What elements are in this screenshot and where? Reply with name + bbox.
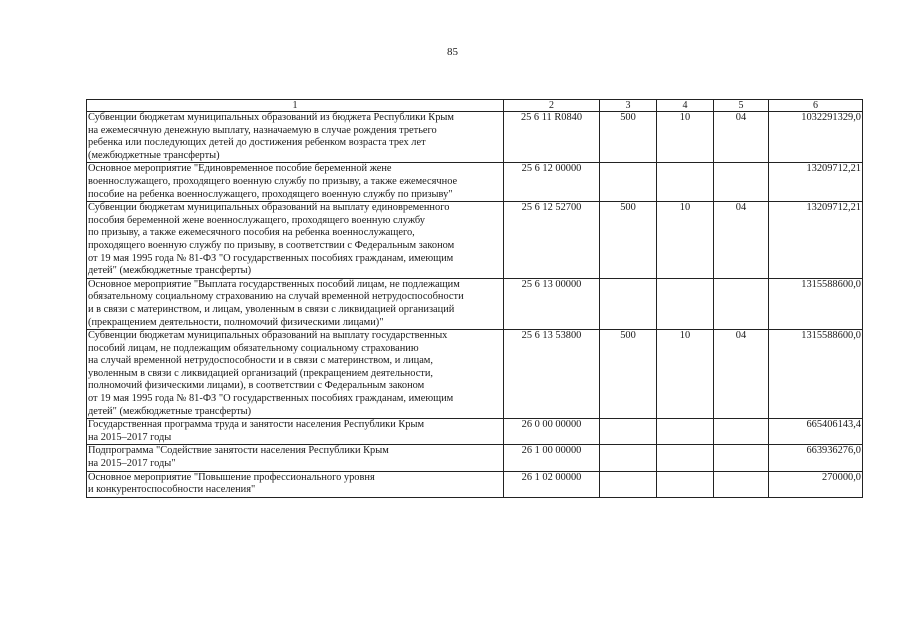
table-row [87,163,863,202]
table-row [87,445,863,471]
row-col-3 [600,445,657,471]
table-row [87,419,863,445]
row-col-3: 500 [600,330,657,419]
header-col-1: 1 [87,100,504,112]
row-amount: 13209712,21 [769,163,863,202]
row-amount: 270000,0 [769,471,863,497]
table-row [87,471,863,497]
row-description: Основное мероприятие "Выплата государственных пособий лицам, не подлежащим обязательному социальному страхованию на случай временной нетрудоспособности и в связи с материнством, и лицам, уволенным в связи с ликвидацией организаций (прекращением деятельности, полномочий физическими лицами)" [87,278,504,329]
row-col-4 [657,445,714,471]
header-col-6: 6 [769,100,863,112]
row-amount: 665406143,4 [769,419,863,445]
row-code: 25 6 11 R0840 [504,112,600,163]
row-description: Субвенции бюджетам муниципальных образований на выплату единовременного пособия беременной жене военнослужащего, проходящего военную службу по призыву, а также ежемесячного пособия на ребенка военнослужащего, проходящего военную службу по призыву, в соответствии с Федеральным законом от 19 мая 1995 года № 81-ФЗ "О государственных пособиях гражданам, имеющим детей" (межбюджетные трансферты) [87,202,504,279]
row-amount: 13209712,21 [769,202,863,279]
budget-table [86,99,863,498]
row-code: 25 6 12 52700 [504,202,600,279]
header-row [87,100,863,112]
row-col-3 [600,278,657,329]
row-description: Основное мероприятие "Повышение профессионального уровня и конкурентоспособности населения" [87,471,504,497]
row-col-3: 500 [600,112,657,163]
header-col-4: 4 [657,100,714,112]
row-code: 26 1 02 00000 [504,471,600,497]
row-code: 26 1 00 00000 [504,445,600,471]
row-col-4: 10 [657,112,714,163]
table-row [87,278,863,329]
row-col-5: 04 [714,330,769,419]
row-code: 26 0 00 00000 [504,419,600,445]
page-number: 85 [447,46,458,58]
row-description: Подпрограмма "Содействие занятости населения Республики Крым на 2015–2017 годы" [87,445,504,471]
row-col-5 [714,445,769,471]
row-description: Государственная программа труда и занятости населения Республики Крым на 2015–2017 годы [87,419,504,445]
row-amount: 1315588600,0 [769,278,863,329]
row-col-3: 500 [600,202,657,279]
row-col-5: 04 [714,112,769,163]
row-amount: 1315588600,0 [769,330,863,419]
row-col-4 [657,278,714,329]
row-col-5 [714,278,769,329]
row-code: 25 6 13 53800 [504,330,600,419]
header-col-5: 5 [714,100,769,112]
row-col-4 [657,163,714,202]
row-col-5 [714,471,769,497]
row-col-4: 10 [657,330,714,419]
row-description: Субвенции бюджетам муниципальных образований на выплату государственных пособий лицам, не подлежащим обязательному социальному страхованию на случай временной нетрудоспособности и в связи с материнством, и лицам, уволенным в связи с ликвидацией организаций (прекращением деятельности, полномочий физическими лицами), в соответствии с Федеральным законом от 19 мая 1995 года № 81-ФЗ "О государственных пособиях гражданам, имеющим детей" (межбюджетные трансферты) [87,330,504,419]
row-code: 25 6 13 00000 [504,278,600,329]
row-amount: 1032291329,0 [769,112,863,163]
row-col-5 [714,419,769,445]
table-row [87,112,863,163]
header-col-2: 2 [504,100,600,112]
row-description: Субвенции бюджетам муниципальных образований из бюджета Республики Крым на ежемесячную денежную выплату, назначаемую в случае рождения третьего ребенка или последующих детей до достижения ребенком возраста трех лет (межбюджетные трансферты) [87,112,504,163]
row-col-4 [657,471,714,497]
row-amount: 663936276,0 [769,445,863,471]
row-col-3 [600,471,657,497]
row-col-4 [657,419,714,445]
row-col-3 [600,419,657,445]
row-col-5 [714,163,769,202]
row-code: 25 6 12 00000 [504,163,600,202]
row-description: Основное мероприятие "Единовременное пособие беременной жене военнослужащего, проходящего военную службу по призыву, а также ежемесячное пособие на ребенка военнослужащего, проходящего военную службу по призыву" [87,163,504,202]
row-col-4: 10 [657,202,714,279]
row-col-5: 04 [714,202,769,279]
row-col-3 [600,163,657,202]
table-row [87,202,863,279]
header-col-3: 3 [600,100,657,112]
table-row [87,330,863,419]
